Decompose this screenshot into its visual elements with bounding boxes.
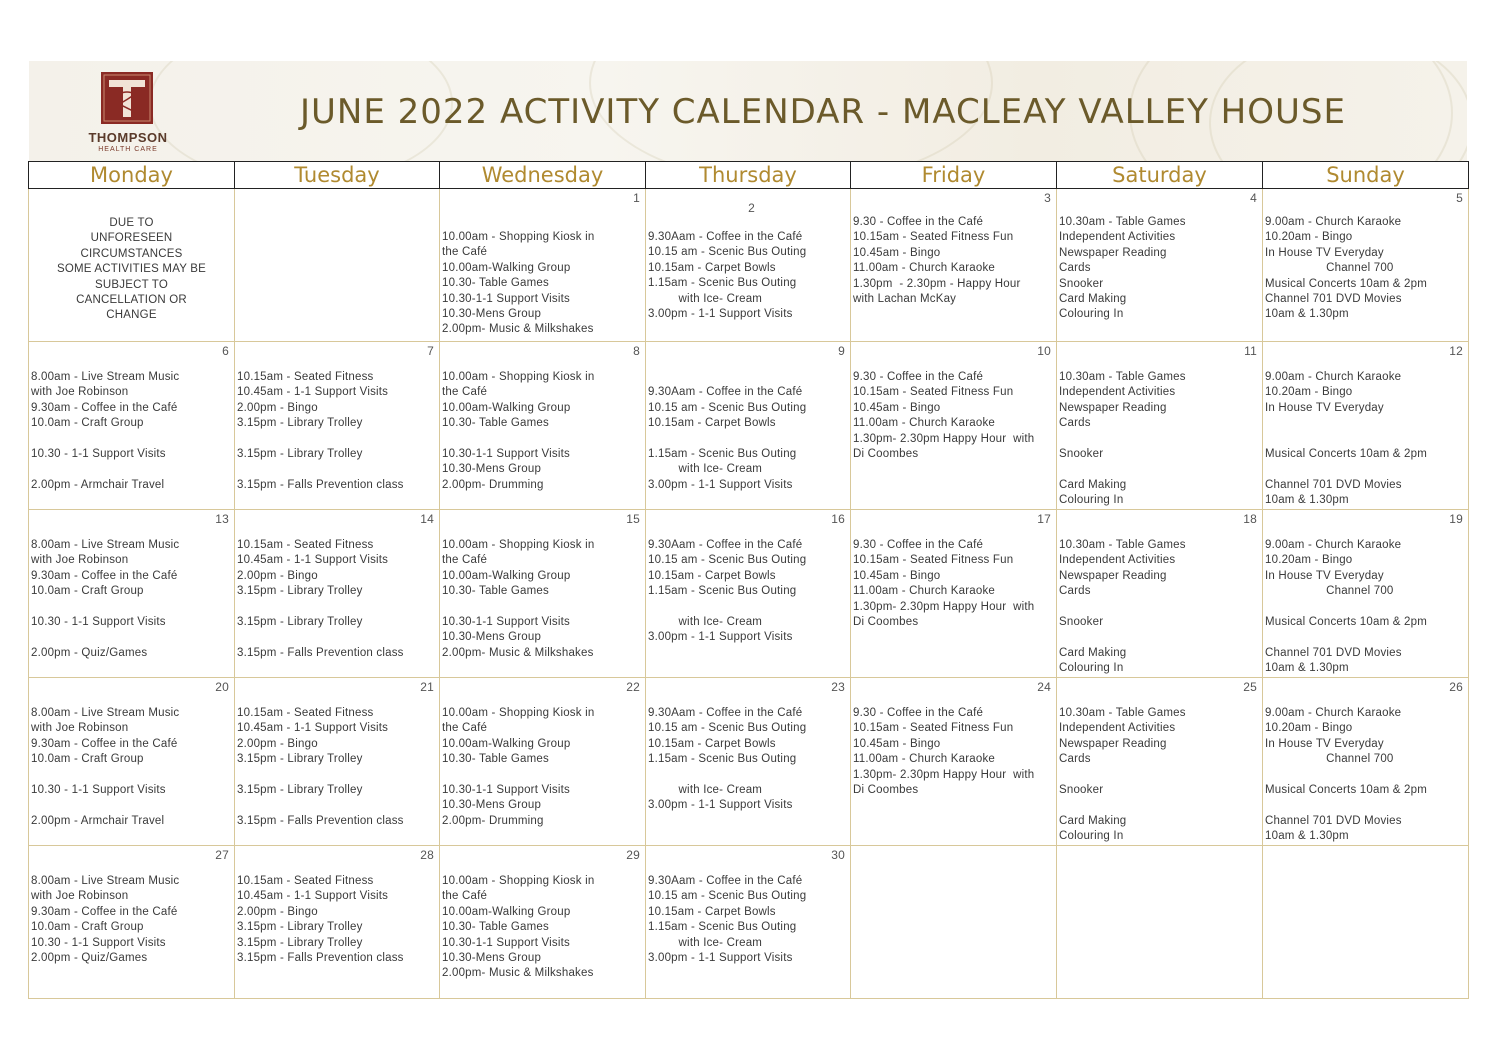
day-number: 18 bbox=[1243, 512, 1257, 526]
day-cell bbox=[1057, 342, 1263, 510]
day-cell bbox=[29, 189, 235, 342]
day-cell bbox=[1263, 189, 1469, 342]
day-number: 20 bbox=[215, 680, 229, 694]
day-number: 27 bbox=[215, 848, 229, 862]
day-activities: 9.30Aam - Coffee in the Café 10.15 am - Scenic Bus Outing 10.15am - Carpet Bowls 1.15am - Scenic Bus Outing with Ice- Cream 3.00pm - 1-1 Support Visits bbox=[648, 386, 807, 491]
day-activities: 9.00am - Church Karaoke 10.20am - Bingo In House TV Everyday Channel 700 Musical Concerts 10am & 2pm Channel 701 DVD Movies 10am & 1.30pm bbox=[1265, 707, 1427, 843]
day-cell bbox=[646, 510, 851, 678]
day-number: 22 bbox=[626, 680, 640, 694]
day-cell bbox=[440, 678, 646, 846]
day-activities: 10.15am - Seated Fitness 10.45am - 1-1 Support Visits 2.00pm - Bingo 3.15pm - Library Trolley 3.15pm - Library Trolley 3.15pm - Falls Prevention class bbox=[237, 707, 404, 827]
day-activities: 10.30am - Table Games Independent Activities Newspaper Reading Cards Snooker Card Making Colouring In bbox=[1059, 216, 1186, 321]
day-number: 24 bbox=[1037, 680, 1051, 694]
day-cell bbox=[1057, 846, 1263, 999]
day-cell bbox=[646, 678, 851, 846]
day-number: 2 bbox=[748, 201, 755, 215]
day-number: 25 bbox=[1243, 680, 1257, 694]
day-activities: 10.15am - Seated Fitness 10.45am - 1-1 Support Visits 2.00pm - Bingo 3.15pm - Library Trolley 3.15pm - Library Trolley 3.15pm - Falls Prevention class bbox=[237, 371, 404, 491]
day-cell bbox=[235, 510, 440, 678]
day-cell bbox=[29, 678, 235, 846]
day-activities: 10.15am - Seated Fitness 10.45am - 1-1 Support Visits 2.00pm - Bingo 3.15pm - Library Trolley 3.15pm - Library Trolley 3.15pm - Falls Prevention class bbox=[237, 539, 404, 659]
day-cell bbox=[235, 342, 440, 510]
day-number: 9 bbox=[838, 344, 845, 358]
week-row bbox=[29, 846, 1469, 999]
day-cell bbox=[851, 678, 1057, 846]
day-number: 28 bbox=[420, 848, 434, 862]
day-number: 8 bbox=[633, 344, 640, 358]
day-number: 29 bbox=[626, 848, 640, 862]
day-cell bbox=[235, 678, 440, 846]
day-cell bbox=[235, 189, 440, 342]
day-cell bbox=[646, 189, 851, 342]
day-activities: 10.15am - Seated Fitness 10.45am - 1-1 Support Visits 2.00pm - Bingo 3.15pm - Library Trolley 3.15pm - Library Trolley 3.15pm - Falls Prevention class bbox=[237, 875, 404, 965]
weekday-sunday: Sunday bbox=[1263, 162, 1469, 189]
day-activities: 9.30 - Coffee in the Café 10.15am - Seated Fitness Fun 10.45am - Bingo 11.00am - Church Karaoke 1.30pm- 2.30pm Happy Hour with Di Coombes bbox=[853, 371, 1035, 461]
weekday-header-row bbox=[29, 162, 1469, 189]
day-activities: 10.30am - Table Games Independent Activities Newspaper Reading Cards Snooker Card Making Colouring In bbox=[1059, 707, 1186, 843]
day-cell bbox=[440, 189, 646, 342]
day-cell bbox=[851, 510, 1057, 678]
day-number: 12 bbox=[1449, 344, 1463, 358]
day-cell bbox=[1263, 846, 1469, 999]
day-number: 11 bbox=[1244, 344, 1257, 358]
day-cell bbox=[29, 846, 235, 999]
day-activities: 10.00am - Shopping Kiosk in the Café 10.00am-Walking Group 10.30- Table Games 10.30-1-1 Support Visits 10.30-Mens Group 2.00pm- Music & Milkshakes bbox=[442, 231, 595, 336]
day-number: 14 bbox=[420, 512, 434, 526]
day-activities: 8.00am - Live Stream Music with Joe Robinson 9.30am - Coffee in the Café 10.0am - Craft Group 10.30 - 1-1 Support Visits 2.00pm - Armchair Travel bbox=[31, 371, 180, 491]
weekday-wednesday: Wednesday bbox=[440, 162, 646, 189]
weekday-monday: Monday bbox=[29, 162, 235, 189]
day-cell bbox=[646, 846, 851, 999]
page-title: JUNE 2022 ACTIVITY CALENDAR - MACLEAY VALLEY HOUSE bbox=[300, 92, 1346, 132]
day-number: 10 bbox=[1037, 344, 1051, 358]
week-row bbox=[29, 678, 1469, 846]
weekday-thursday: Thursday bbox=[646, 162, 851, 189]
day-cell bbox=[1057, 189, 1263, 342]
day-activities: 9.30 - Coffee in the Café 10.15am - Seated Fitness Fun 10.45am - Bingo 11.00am - Church Karaoke 1.30pm- 2.30pm Happy Hour with Di Coombes bbox=[853, 539, 1035, 629]
day-activities: 9.30Aam - Coffee in the Café 10.15 am - Scenic Bus Outing 10.15am - Carpet Bowls 1.15am - Scenic Bus Outing with Ice- Cream 3.00pm - 1-1 Support Visits bbox=[648, 707, 807, 812]
day-number: 23 bbox=[831, 680, 845, 694]
day-activities: 10.30am - Table Games Independent Activities Newspaper Reading Cards Snooker Card Making Colouring In bbox=[1059, 539, 1186, 675]
week-row bbox=[29, 342, 1469, 510]
day-activities: 9.00am - Church Karaoke 10.20am - Bingo In House TV Everyday Musical Concerts 10am & 2pm Channel 701 DVD Movies 10am & 1.30pm bbox=[1265, 371, 1427, 507]
day-cell bbox=[235, 846, 440, 999]
day-cell bbox=[1057, 510, 1263, 678]
day-cell bbox=[440, 342, 646, 510]
day-cell bbox=[851, 846, 1057, 999]
day-cell bbox=[29, 342, 235, 510]
day-number: 30 bbox=[831, 848, 845, 862]
day-number: 13 bbox=[215, 512, 229, 526]
cancellation-notice: DUE TO UNFORESEEN CIRCUMSTANCES SOME ACTIVITIES MAY BE SUBJECT TO CANCELLATION OR CHANGE bbox=[56, 217, 207, 322]
logo-text: THOMPSON bbox=[88, 130, 168, 145]
thompson-logo bbox=[80, 70, 180, 156]
day-cell bbox=[29, 510, 235, 678]
day-cell bbox=[1263, 678, 1469, 846]
day-number: 21 bbox=[420, 680, 434, 694]
day-cell bbox=[1263, 342, 1469, 510]
day-activities: 10.00am - Shopping Kiosk in the Café 10.00am-Walking Group 10.30- Table Games 10.30-1-1 Support Visits 10.30-Mens Group 2.00pm- Music & Milkshakes bbox=[442, 875, 595, 980]
day-cell bbox=[1263, 510, 1469, 678]
day-activities: 9.00am - Church Karaoke 10.20am - Bingo In House TV Everyday Channel 700 Musical Concerts 10am & 2pm Channel 701 DVD Movies 10am & 1.30pm bbox=[1265, 216, 1427, 321]
day-cell bbox=[851, 189, 1057, 342]
day-activities: 10.00am - Shopping Kiosk in the Café 10.00am-Walking Group 10.30- Table Games 10.30-1-1 Support Visits 10.30-Mens Group 2.00pm- Drumming bbox=[442, 707, 595, 827]
day-activities: 10.00am - Shopping Kiosk in the Café 10.00am-Walking Group 10.30- Table Games 10.30-1-1 Support Visits 10.30-Mens Group 2.00pm- Music & Milkshakes bbox=[442, 539, 595, 659]
day-activities: 9.30 - Coffee in the Café 10.15am - Seated Fitness Fun 10.45am - Bingo 11.00am - Church Karaoke 1.30pm - 2.30pm - Happy Hour with Lachan McKay bbox=[853, 216, 1021, 306]
week-row bbox=[29, 510, 1469, 678]
day-activities: 9.00am - Church Karaoke 10.20am - Bingo In House TV Everyday Channel 700 Musical Concerts 10am & 2pm Channel 701 DVD Movies 10am & 1.30pm bbox=[1265, 539, 1427, 675]
day-activities: 9.30Aam - Coffee in the Café 10.15 am - Scenic Bus Outing 10.15am - Carpet Bowls 1.15am - Scenic Bus Outing with Ice- Cream 3.00pm - 1-1 Support Visits bbox=[648, 539, 807, 644]
day-number: 15 bbox=[626, 512, 640, 526]
day-cell bbox=[440, 510, 646, 678]
day-number: 7 bbox=[427, 344, 434, 358]
day-activities: 9.30Aam - Coffee in the Café 10.15 am - Scenic Bus Outing 10.15am - Carpet Bowls 1.15am - Scenic Bus Outing with Ice- Cream 3.00pm - 1-1 Support Visits bbox=[648, 231, 807, 321]
day-activities: 9.30 - Coffee in the Café 10.15am - Seated Fitness Fun 10.45am - Bingo 11.00am - Church Karaoke 1.30pm- 2.30pm Happy Hour with Di Coombes bbox=[853, 707, 1035, 797]
day-number: 4 bbox=[1250, 191, 1257, 205]
day-number: 16 bbox=[831, 512, 845, 526]
day-activities: 8.00am - Live Stream Music with Joe Robinson 9.30am - Coffee in the Café 10.0am - Craft Group 10.30 - 1-1 Support Visits 2.00pm - Quiz/Games bbox=[31, 875, 180, 965]
week-row bbox=[29, 189, 1469, 342]
day-number: 26 bbox=[1449, 680, 1463, 694]
logo-subtext: HEALTH CARE bbox=[98, 146, 158, 153]
day-number: 1 bbox=[633, 191, 640, 205]
day-number: 17 bbox=[1037, 512, 1051, 526]
day-cell bbox=[1057, 678, 1263, 846]
day-number: 3 bbox=[1044, 191, 1051, 205]
activity-calendar bbox=[28, 161, 1469, 999]
day-number: 19 bbox=[1449, 512, 1463, 526]
day-cell bbox=[851, 342, 1057, 510]
weekday-saturday: Saturday bbox=[1057, 162, 1263, 189]
caduceus-icon bbox=[101, 72, 153, 124]
day-activities: 8.00am - Live Stream Music with Joe Robinson 9.30am - Coffee in the Café 10.0am - Craft Group 10.30 - 1-1 Support Visits 2.00pm - Armchair Travel bbox=[31, 707, 180, 827]
day-activities: 8.00am - Live Stream Music with Joe Robinson 9.30am - Coffee in the Café 10.0am - Craft Group 10.30 - 1-1 Support Visits 2.00pm - Quiz/Games bbox=[31, 539, 180, 659]
day-activities: 9.30Aam - Coffee in the Café 10.15 am - Scenic Bus Outing 10.15am - Carpet Bowls 1.15am - Scenic Bus Outing with Ice- Cream 3.00pm - 1-1 Support Visits bbox=[648, 875, 807, 965]
weekday-tuesday: Tuesday bbox=[235, 162, 440, 189]
day-activities: 10.30am - Table Games Independent Activities Newspaper Reading Cards Snooker Card Making Colouring In bbox=[1059, 371, 1186, 507]
day-activities: 10.00am - Shopping Kiosk in the Café 10.00am-Walking Group 10.30- Table Games 10.30-1-1 Support Visits 10.30-Mens Group 2.00pm- Drumming bbox=[442, 371, 595, 491]
day-number: 5 bbox=[1456, 191, 1463, 205]
weekday-friday: Friday bbox=[851, 162, 1057, 189]
day-cell bbox=[646, 342, 851, 510]
day-cell bbox=[440, 846, 646, 999]
day-number: 6 bbox=[222, 344, 229, 358]
